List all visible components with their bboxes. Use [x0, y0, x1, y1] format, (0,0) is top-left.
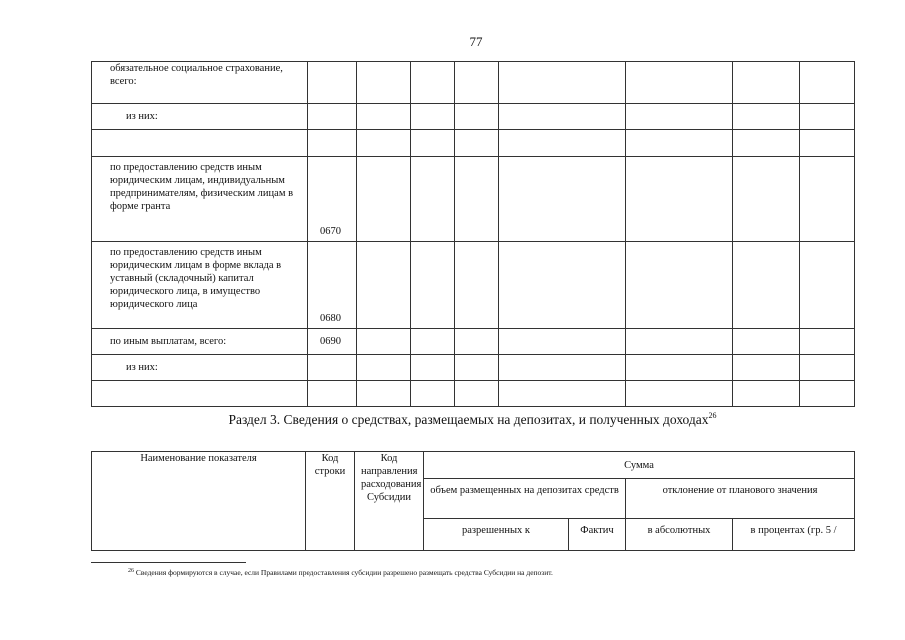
section-title [91, 411, 854, 428]
row-name: по предоставлению средств иным юридическим лицам в форме вклада в уставный (складочный) капитал юридического лица, в имущество юридического лица [92, 242, 308, 329]
table-row [92, 242, 855, 329]
row-name [92, 130, 308, 157]
table-row [92, 104, 855, 130]
row-name: по предоставлению средств иным юридическим лицам, индивидуальным предпринимателям, физическим лицам в форме гранта [92, 157, 308, 242]
col-percent-header: в процентах (гр. 5 / [733, 519, 855, 551]
page-number: 77 [469, 34, 483, 49]
table-row [92, 329, 855, 355]
row-code [308, 355, 357, 381]
row-name: по иным выплатам, всего: [92, 329, 308, 355]
table-row [92, 381, 855, 407]
col-deposit-volume-header: объем размещенных на депозитах средств [424, 479, 626, 519]
col-absolute-header: в абсолютных [626, 519, 733, 551]
row-code [308, 104, 357, 130]
row-code [308, 381, 357, 407]
footnote-number: 26 [128, 568, 134, 574]
col-permitted-header: разрешенных к [424, 519, 569, 551]
col-direction-code-header: Код направления расходования Субсидии [355, 452, 424, 551]
row-code: 0690 [308, 329, 357, 355]
col-row-code-header: Код строки [306, 452, 355, 551]
row-name: из них: [92, 355, 308, 381]
col-deviation-header: отклонение от планового значения [626, 479, 855, 519]
col-sum-header: Сумма [424, 452, 855, 479]
row-code: 0670 [308, 157, 357, 242]
footnote-ref: 26 [708, 411, 717, 420]
table-row [92, 157, 855, 242]
row-name: из них: [92, 104, 308, 130]
deposits-table [91, 451, 855, 551]
row-name [92, 381, 308, 407]
table-row [92, 130, 855, 157]
row-code: 0680 [308, 242, 357, 329]
row-code [308, 130, 357, 157]
footnote-text: Сведения формируются в случае, если Правилами предоставления субсидии разрешено размещать средства Субсидии на депозит. [135, 568, 553, 577]
section-title-text: Раздел 3. Сведения о средствах, размещаемых на депозитах, и полученных доходах [228, 412, 709, 427]
row-code [308, 62, 357, 104]
row-name: обязательное социальное страхование, всего: [92, 62, 308, 104]
expenses-table [91, 61, 855, 407]
col-actual-header: Фактич [569, 519, 626, 551]
footnote [128, 568, 553, 577]
col-name-header: Наименование показателя [92, 452, 306, 551]
table-row [92, 355, 855, 381]
footnote-separator [91, 562, 246, 563]
table-row [92, 62, 855, 104]
